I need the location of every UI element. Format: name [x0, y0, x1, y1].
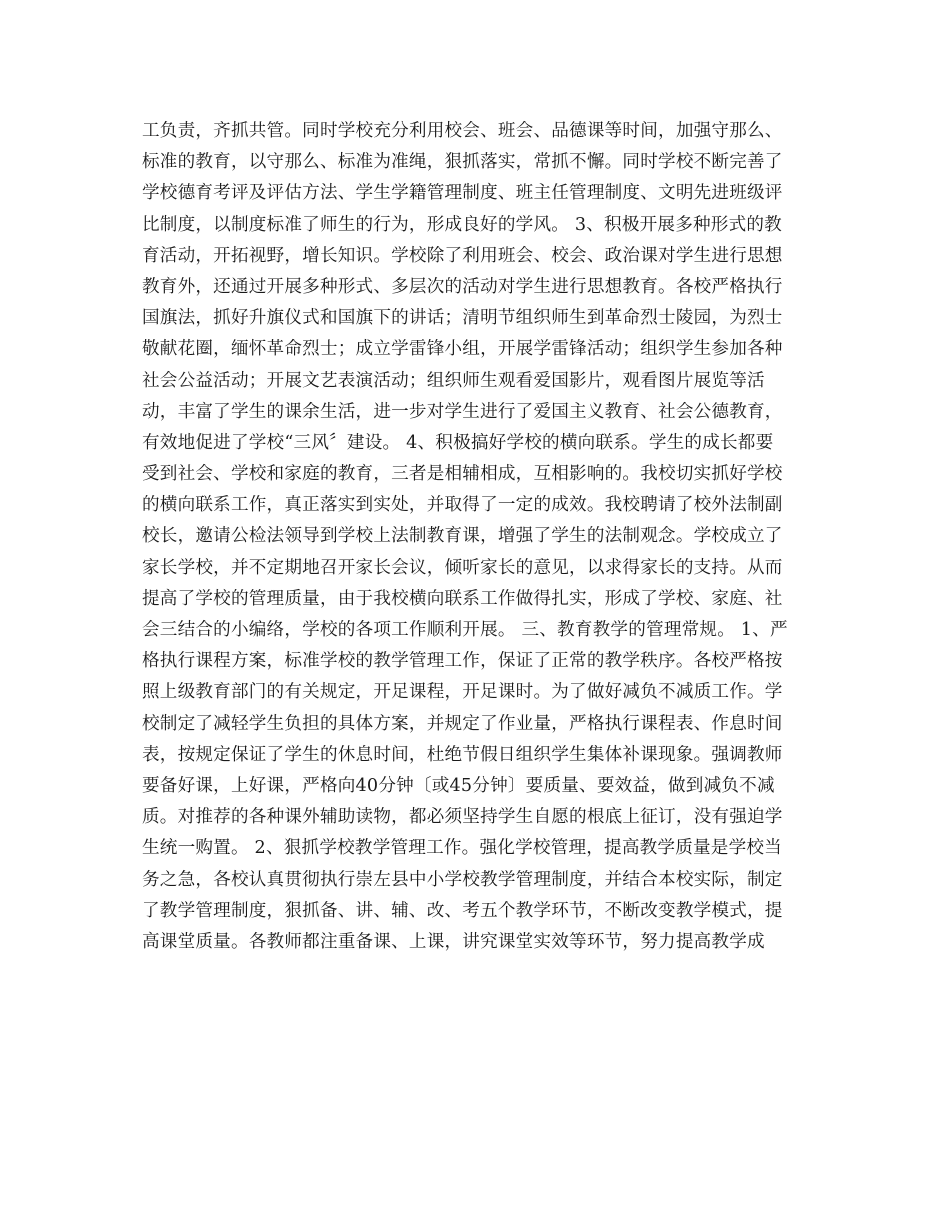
- text-line: 比制度，以制度标准了师生的行为，形成良好的学风。 3、积极开展多种形式的教: [142, 214, 782, 235]
- text-line: 工负责，齐抓共管。同时学校充分利用校会、班会、品德课等时间，加强守那么、: [142, 121, 783, 141]
- text-line: 高课堂质量。各教师都注重备课、上课，讲究课堂实效等环节，努力提高教学成: [142, 931, 765, 952]
- text-line: 了教学管理制度，狠抓备、讲、辅、改、考五个教学环节，不断改变教学模式，提: [142, 900, 783, 921]
- text-line: 格执行课程方案，标准学校的教学管理工作，保证了正常的教学秩序。各校严格按: [142, 651, 783, 672]
- text-line: 表，按规定保证了学生的休息时间，杜绝节假日组织学生集体补课现象。强调教师: [142, 744, 783, 765]
- text-line: 育活动，开拓视野，增长知识。学校除了利用班会、校会、政治课对学生进行思想: [142, 245, 783, 266]
- text-line: 国旗法，抓好升旗仪式和国旗下的讲话；清明节组织师生到革命烈士陵园，为烈士: [142, 308, 783, 329]
- text-line: 家长学校，并不定期地召开家长会议，倾听家长的意见，以求得家长的支持。从而: [142, 557, 783, 578]
- text-line: 生统一购置。 2、狠抓学校教学管理工作。强化学校管理，提高教学质量是学校当: [142, 838, 782, 859]
- text-line: 提高了学校的管理质量，由于我校横向联系工作做得扎实，形成了学校、家庭、社: [142, 588, 783, 609]
- body-text: [142, 116, 832, 958]
- text-line: 会三结合的小编络，学校的各项工作顺利开展。 三、教育教学的管理常规。 1、严: [142, 620, 788, 640]
- text-line: 的横向联系工作，真正落实到实处，并取得了一定的成效。我校聘请了校外法制副: [142, 495, 783, 516]
- text-line: 动，丰富了学生的课余生活，进一步对学生进行了爱国主义教育、社会公德教育，: [142, 401, 783, 422]
- text-line: 学校德育考评及评估方法、学生学籍管理制度、班主任管理制度、文明先进班级评: [142, 183, 783, 204]
- text-line: 教育外，还通过开展多种形式、多层次的活动对学生进行思想教育。各校严格执行: [142, 276, 783, 297]
- text-line: 校长，邀请公检法领导到学校上法制教育课，增强了学生的法制观念。学校成立了: [142, 526, 783, 547]
- text-line: 务之急，各校认真贯彻执行崇左县中小学校教学管理制度，并结合本校实际，制定: [142, 869, 783, 890]
- text-line: 标准的教育，以守那么、标准为准绳，狠抓落实，常抓不懈。同时学校不断完善了: [142, 152, 783, 173]
- text-line: 受到社会、学校和家庭的教育，三者是相辅相成，互相影响的。我校切实抓好学校: [142, 464, 783, 485]
- text-line: 敬献花圈，缅怀革命烈士；成立学雷锋小组，开展学雷锋活动；组织学生参加各种: [142, 339, 783, 360]
- text-line: 社会公益活动；开展文艺表演活动；组织师生观看爱国影片，观看图片展览等活: [142, 370, 765, 391]
- text-line: 要备好课，上好课，严格向40分钟〔或45分钟〕要质量、要效益，做到减负不减: [142, 775, 775, 796]
- text-line: 校制定了减轻学生负担的具体方案，并规定了作业量，严格执行课程表、作息时间: [142, 713, 783, 734]
- text-line: 质。对推荐的各种课外辅助读物，都必须坚持学生自愿的根底上征订，没有强迫学: [142, 807, 783, 828]
- text-line: 有效地促进了学校“三风〞建设。 4、积极搞好学校的横向联系。学生的成长都要: [142, 432, 774, 453]
- text-line: 照上级教育部门的有关规定，开足课程，开足课时。为了做好减负不减质工作。学: [142, 682, 783, 703]
